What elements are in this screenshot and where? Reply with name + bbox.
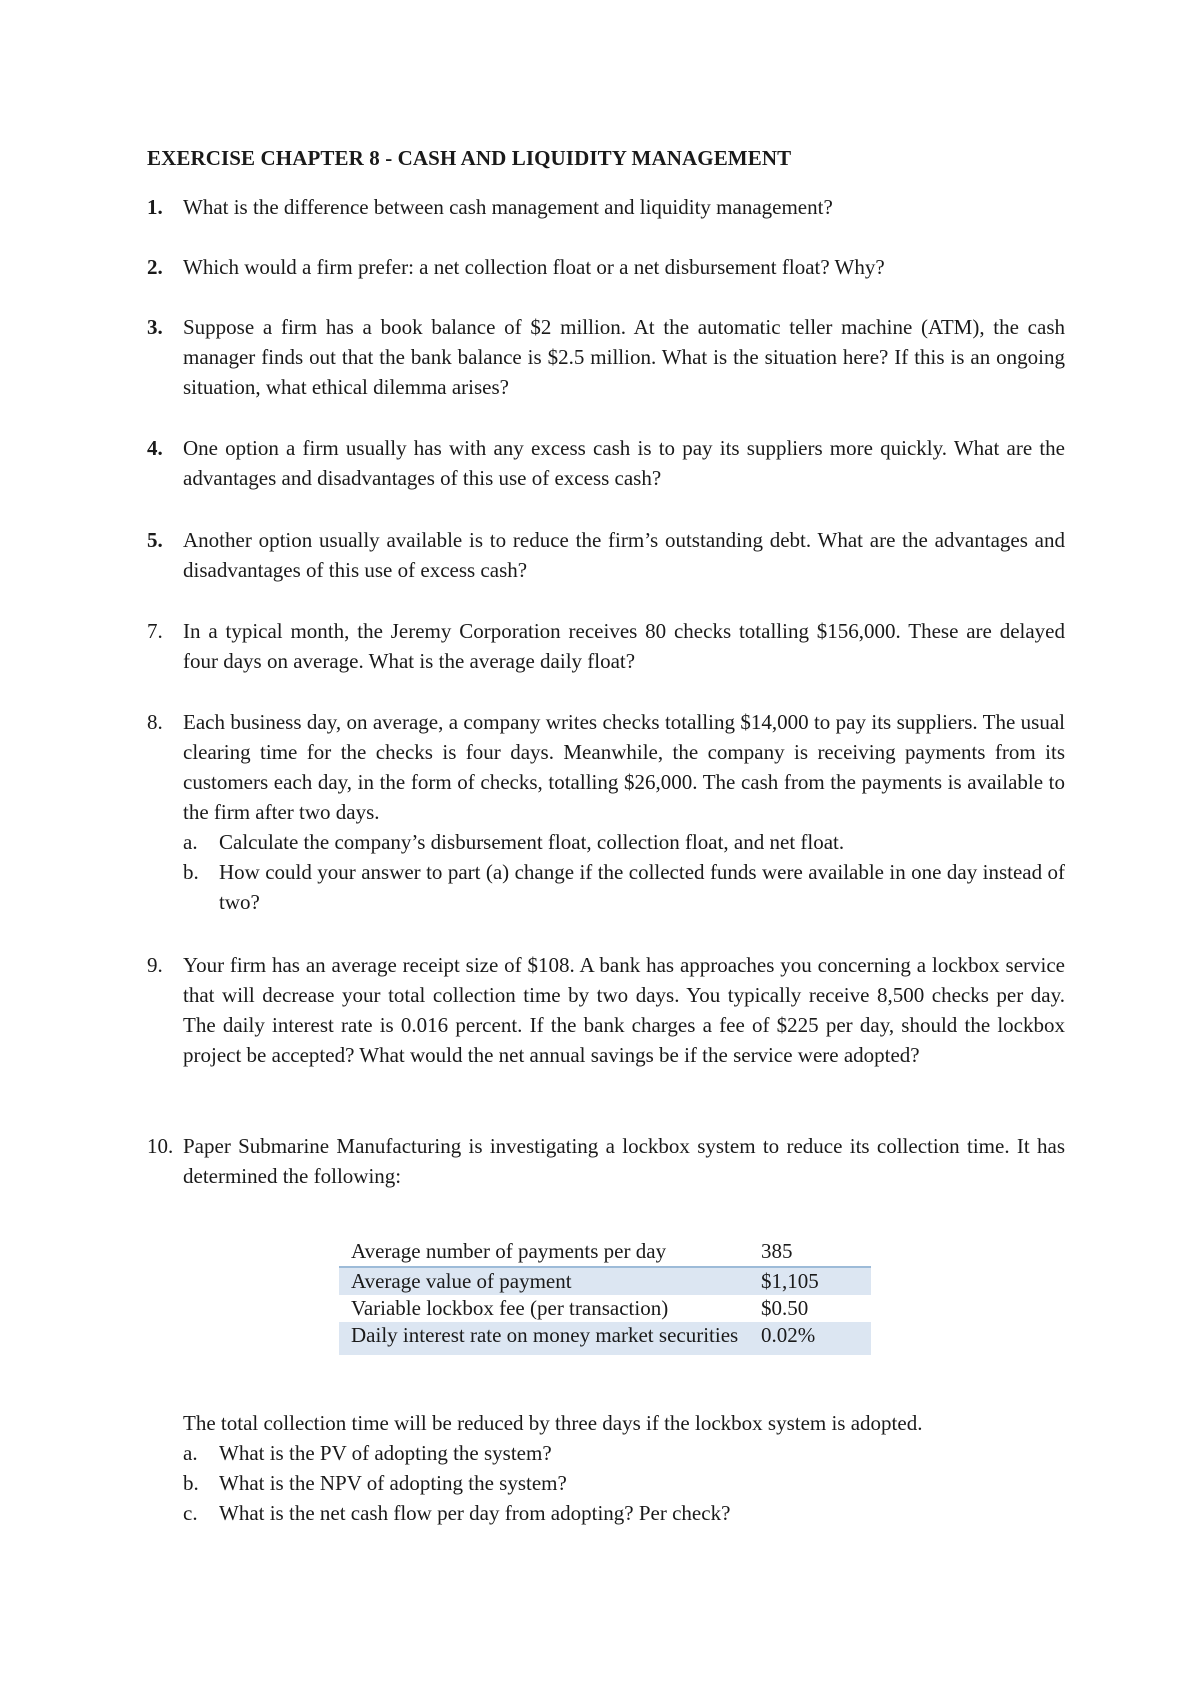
question-number: 5.	[147, 528, 163, 552]
question-1	[147, 192, 1065, 222]
question-5	[147, 525, 1065, 585]
question-part	[183, 857, 1065, 917]
question-8	[147, 707, 1065, 917]
table-label: Average number of payments per day	[339, 1238, 749, 1267]
table-label: Average value of payment	[339, 1267, 749, 1295]
page-title: EXERCISE CHAPTER 8 - CASH AND LIQUIDITY MANAGEMENT	[147, 146, 792, 170]
table-row	[339, 1267, 871, 1295]
table-row	[339, 1295, 871, 1322]
question-text: Paper Submarine Manufacturing is investigating a lockbox system to reduce its collection time. It has determined the following:	[183, 1134, 1065, 1188]
part-text: What is the NPV of adopting the system?	[219, 1471, 567, 1495]
table-label: Daily interest rate on money market securities	[339, 1322, 749, 1355]
question-number: 3.	[147, 315, 163, 339]
question-10	[147, 1131, 1065, 1191]
followup-text: The total collection time will be reduced by three days if the lockbox system is adopted.	[183, 1411, 923, 1435]
question-2	[147, 252, 1065, 282]
question-number: 2.	[147, 255, 163, 279]
question-3	[147, 312, 1065, 402]
table-value: $0.50	[761, 1296, 809, 1320]
table-label: Variable lockbox fee (per transaction)	[351, 1296, 669, 1320]
table-row	[339, 1322, 871, 1355]
question-part	[183, 827, 1065, 857]
table-row	[339, 1238, 871, 1267]
question-text: In a typical month, the Jeremy Corporation receives 80 checks totalling $156,000. These are delayed four days on average. What is the average daily float?	[183, 619, 1065, 673]
table-value: 0.02%	[749, 1322, 871, 1355]
question-text: Which would a firm prefer: a net collection float or a net disbursement float? Why?	[183, 255, 885, 279]
part-text: How could your answer to part (a) change if the collected funds were available in one day instead of two?	[219, 860, 1065, 914]
question-text: What is the difference between cash management and liquidity management?	[183, 195, 833, 219]
question-text: Each business day, on average, a company writes checks totalling $14,000 to pay its suppliers. The usual clearing time for the checks is four days. Meanwhile, the company is receiving payments from its customers each day, in the form of checks, totalling $26,000. The cash from the payments is available to the firm after two days.	[183, 710, 1065, 824]
question-number: 9.	[147, 953, 163, 977]
table-value: 385	[749, 1238, 871, 1267]
question-4	[147, 433, 1065, 493]
question-text: Suppose a firm has a book balance of $2 million. At the automatic teller machine (ATM), the cash manager finds out that the bank balance is $2.5 million. What is the situation here? If this is an ongoing situation, what ethical dilemma arises?	[183, 315, 1065, 399]
part-text: What is the PV of adopting the system?	[219, 1441, 552, 1465]
part-letter: c.	[183, 1501, 198, 1525]
table-value: $1,105	[749, 1267, 871, 1295]
part-letter: a.	[183, 1441, 198, 1465]
part-letter: b.	[183, 860, 199, 884]
lockbox-data-table	[339, 1238, 871, 1355]
question-part	[183, 1498, 1065, 1528]
question-text: Another option usually available is to reduce the firm’s outstanding debt. What are the advantages and disadvantages of this use of excess cash?	[183, 528, 1065, 582]
question-number: 8.	[147, 710, 163, 734]
question-text: One option a firm usually has with any excess cash is to pay its suppliers more quickly. What are the advantages and disadvantages of this use of excess cash?	[183, 436, 1065, 490]
question-number: 4.	[147, 436, 163, 460]
question-part	[183, 1468, 1065, 1498]
part-letter: a.	[183, 830, 198, 854]
question-number: 10.	[147, 1134, 174, 1158]
question-9	[147, 950, 1065, 1070]
part-text: Calculate the company’s disbursement float, collection float, and net float.	[219, 830, 845, 854]
question-text: Your firm has an average receipt size of $108. A bank has approaches you concerning a lockbox service that will decrease your total collection time by two days. You typically receive 8,500 checks per day. The daily interest rate is 0.016 percent. If the bank charges a fee of $225 per day, should the lockbox project be accepted? What would the net annual savings be if the service were adopted?	[183, 953, 1065, 1067]
question-10-followup	[183, 1408, 1065, 1528]
part-letter: b.	[183, 1471, 199, 1495]
question-number: 7.	[147, 619, 163, 643]
part-text: What is the net cash flow per day from adopting? Per check?	[219, 1501, 731, 1525]
question-number: 1.	[147, 195, 163, 219]
question-part	[183, 1438, 1065, 1468]
question-7	[147, 616, 1065, 676]
